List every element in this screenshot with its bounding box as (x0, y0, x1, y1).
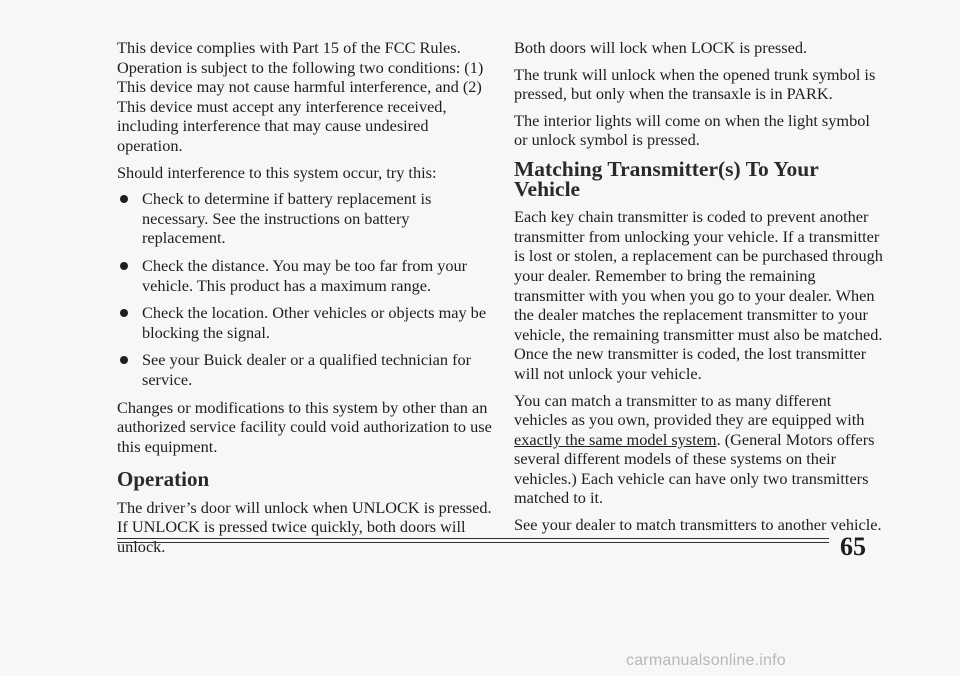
list-item-text: See your Buick dealer or a qualified technician for service. (142, 350, 472, 389)
operation-paragraph: The driver’s door will unlock when UNLOCK is pressed. If UNLOCK is pressed twice quickly, both doors will unlock. (117, 497, 492, 557)
text-run: You can match a transmitter to as many different vehicles as you own, provided they are equipped with (514, 390, 865, 430)
dealer-paragraph: See your dealer to match transmitters to another vehicle. (514, 515, 882, 535)
footer-rule (117, 538, 829, 539)
troubleshooting-list (117, 189, 492, 389)
transmitter-coding-paragraph: Each key chain transmitter is coded to prevent another transmitter from unlocking your vehicle. If a transmitter is lost or stolen, a replacement can be purchased through your dealer. Remember to bring the remaining transmitter with you when you go to your dealer. When the dealer matches the replacement transmitter to your vehicle, the remaining transmitter must also be matched. Once the new transmitter is coded, the lost transmitter will not unlock your vehicle. (514, 207, 883, 383)
bullet-icon (120, 195, 128, 203)
interference-intro: Should interference to this system occur, try this: (117, 162, 437, 182)
watermark: carmanualsonline.info (626, 652, 786, 669)
matching-heading: Matching Transmitter(s) To Your Vehicle (514, 156, 819, 201)
bullet-icon (120, 262, 128, 270)
interior-lights-paragraph: The interior lights will come on when the light symbol or unlock symbol is pressed. (514, 110, 870, 150)
list-item-text: Check the location. Other vehicles or objects may be blocking the signal. (142, 303, 487, 342)
right-column (514, 38, 886, 542)
list-item (117, 303, 492, 342)
list-item-text: Check the distance. You may be too far from your vehicle. This product has a maximum range. (142, 255, 468, 295)
modifications-warning: Changes or modifications to this system by other than an authorized service facility could void authorization to use this equipment. (117, 397, 492, 456)
text-run: . (General Motors offers several different models of these systems on their vehicles.) Each vehicle can have only two transmitters matched to it. (514, 429, 875, 508)
footer-rule (117, 542, 829, 543)
page-number: 65 (840, 532, 866, 561)
trunk-paragraph: The trunk will unlock when the opened trunk symbol is pressed, but only when the transaxle is in PARK. (514, 64, 876, 104)
operation-heading: Operation (117, 467, 210, 492)
list-item (117, 350, 492, 389)
lock-paragraph: Both doors will lock when LOCK is pressed. (514, 38, 808, 57)
multiple-vehicles-paragraph (514, 391, 886, 509)
left-column (117, 38, 492, 564)
list-item-text: Check to determine if battery replacement is necessary. See the instructions on battery replacement. (142, 189, 432, 248)
list-item (117, 189, 492, 248)
bullet-icon (120, 309, 128, 317)
underlined-text: exactly the same model system (514, 429, 717, 449)
list-item (117, 256, 492, 295)
fcc-compliance-paragraph: This device complies with Part 15 of the FCC Rules. Operation is subject to the following two conditions: (1) This device may not cause harmful interference, and (2) This device must accept any interference received, including interference that may cause undesired operation. (117, 38, 484, 155)
footer-rules (117, 538, 829, 546)
bullet-icon (120, 356, 128, 364)
